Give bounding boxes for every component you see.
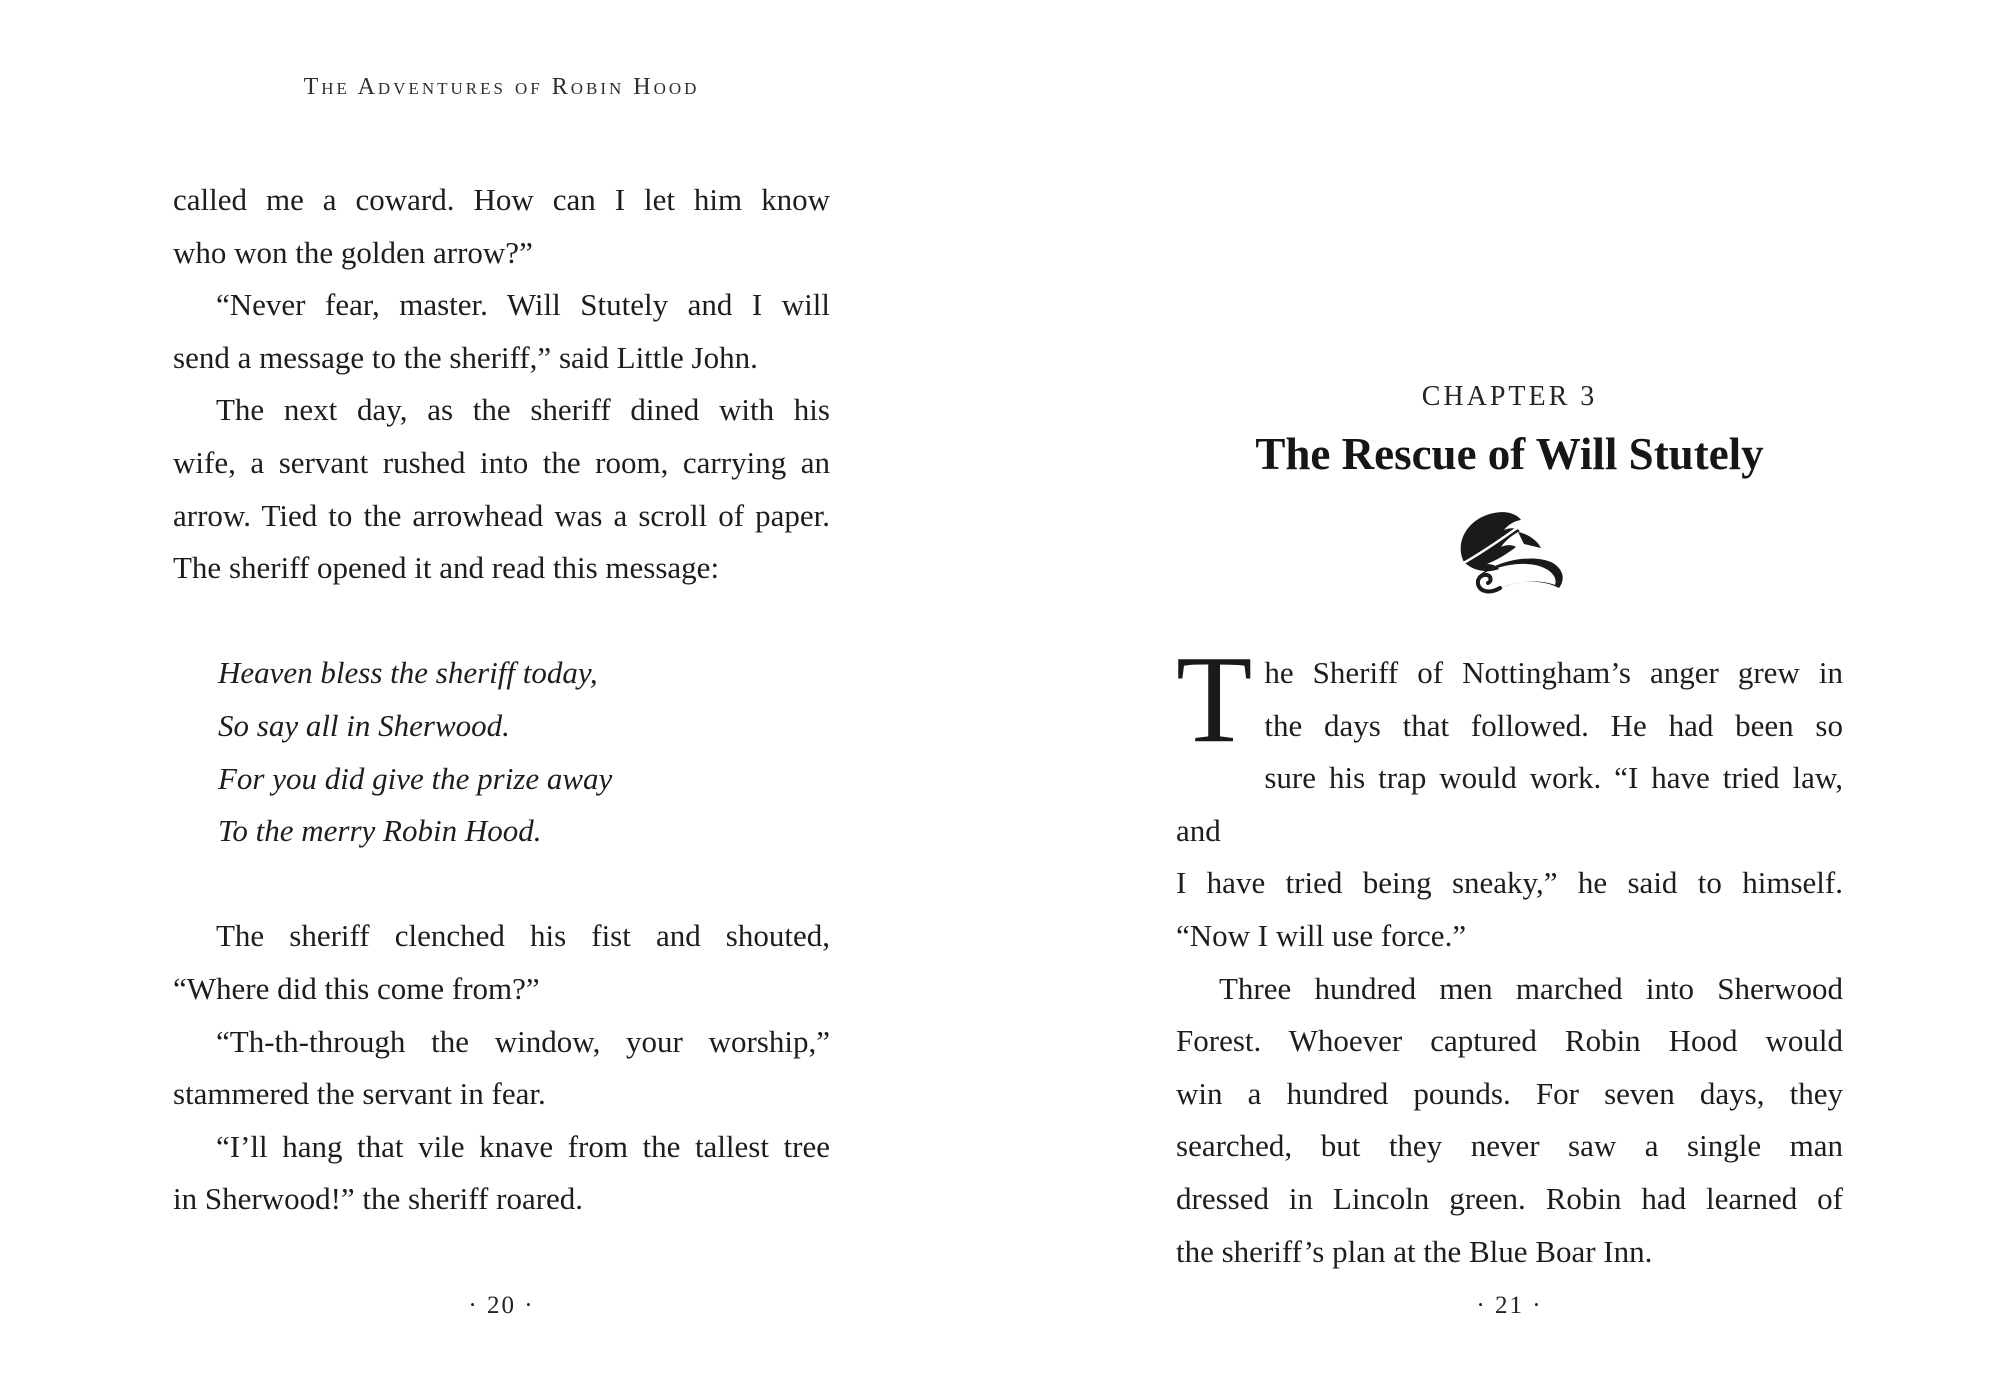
- text-line: sure his trap would work. “I have tried law, and: [1176, 760, 1843, 848]
- text-line: “Now I will use force.”: [1176, 917, 1467, 953]
- body-paragraph: [1176, 963, 1843, 1279]
- drop-cap: T: [1176, 631, 1253, 769]
- text-line: “Th-th-through the window, your worship,”: [216, 1023, 830, 1059]
- text-line: win a hundred pounds. For seven days, they: [1176, 1075, 1843, 1111]
- chapter-title: The Rescue of Will Stutely: [1255, 429, 1764, 479]
- text-line: The sheriff opened it and read this message:: [173, 550, 720, 586]
- body-paragraph: [173, 279, 830, 384]
- text-line: The sheriff clenched his fist and shouted,: [216, 918, 830, 954]
- text-line: “I’ll hang that vile knave from the tallest tree: [216, 1128, 830, 1164]
- text-line: To the merry Robin Hood.: [218, 813, 542, 849]
- text-line: the days that followed. He had been so: [1264, 707, 1843, 743]
- text-line: “Never fear, master. Will Stutely and I will: [216, 287, 830, 323]
- text-line: Heaven bless the sheriff today,: [218, 655, 598, 691]
- text-line: the sheriff’s plan at the Blue Boar Inn.: [1176, 1233, 1653, 1269]
- text-line: who won the golden arrow?”: [173, 234, 533, 270]
- text-line: “Where did this come from?”: [173, 970, 540, 1006]
- text-line: Forest. Whoever captured Robin Hood would: [1176, 1023, 1843, 1059]
- left-page-text: [173, 174, 830, 1226]
- chapter-label: CHAPTER 3: [1421, 381, 1598, 412]
- right-page-text: [1176, 631, 1843, 1278]
- text-line: The next day, as the sheriff dined with his: [216, 392, 830, 428]
- text-line: send a message to the sheriff,” said Little John.: [173, 339, 758, 375]
- text-line: dressed in Lincoln green. Robin had learned of: [1176, 1180, 1843, 1216]
- text-line: arrow. Tied to the arrowhead was a scroll of paper.: [173, 497, 830, 533]
- running-header: The Adventures of Robin Hood: [303, 74, 700, 100]
- body-paragraph: [173, 1016, 830, 1121]
- feather-hat-ornament-icon: [1176, 510, 1843, 607]
- body-paragraph: [1176, 631, 1843, 963]
- text-line: he Sheriff of Nottingham’s anger grew in: [1264, 655, 1843, 690]
- text-line: So say all in Sherwood.: [218, 707, 510, 743]
- body-paragraph: [173, 384, 830, 594]
- text-line: I have tried being sneaky,” he said to himself.: [1176, 865, 1843, 901]
- text-line: in Sherwood!” the sheriff roared.: [173, 1181, 584, 1217]
- text-line: called me a coward. How can I let him know: [173, 182, 830, 217]
- page-number-left: · 20 ·: [468, 1292, 535, 1319]
- text-line: stammered the servant in fear.: [173, 1076, 546, 1112]
- text-line: wife, a servant rushed into the room, carrying an: [173, 444, 830, 480]
- verse-paragraph: [218, 647, 830, 857]
- text-line: searched, but they never saw a single man: [1176, 1128, 1843, 1164]
- body-paragraph: [173, 1121, 830, 1226]
- text-line: Three hundred men marched into Sherwood: [1219, 970, 1843, 1006]
- text-line: For you did give the prize away: [218, 760, 613, 796]
- body-paragraph: [173, 910, 830, 1015]
- page-number-right: · 21 ·: [1476, 1292, 1543, 1319]
- body-paragraph: [173, 174, 830, 279]
